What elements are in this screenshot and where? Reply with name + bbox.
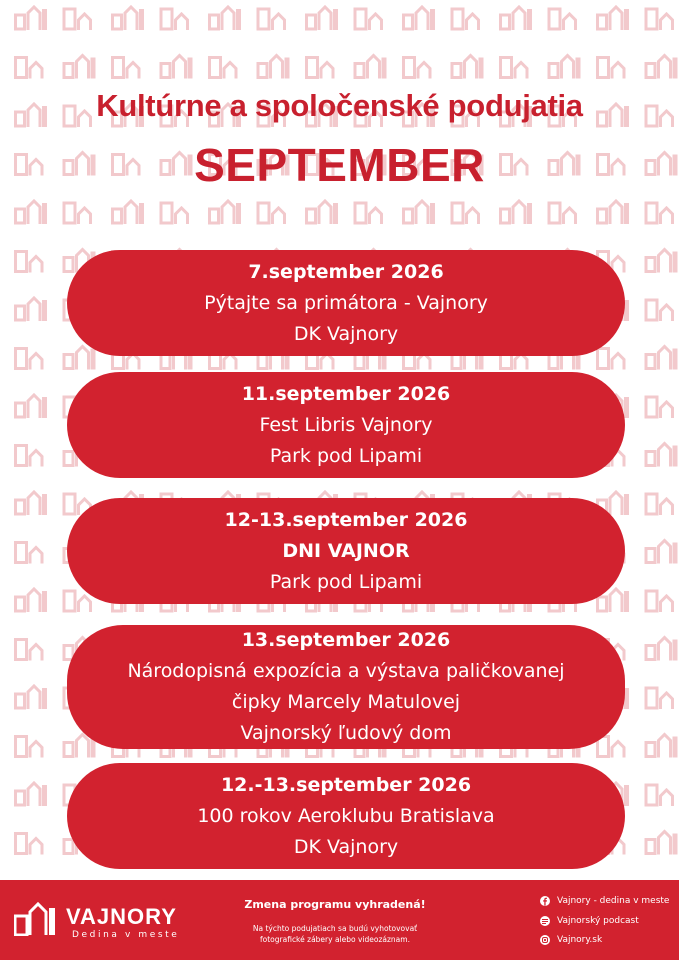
event-title: DNI VAJNOR <box>282 539 410 562</box>
house-pattern-icon <box>16 589 48 612</box>
house-pattern-icon <box>501 201 533 224</box>
house-pattern-icon <box>646 347 678 370</box>
house-pattern-icon <box>210 201 242 224</box>
house-pattern-icon <box>307 58 334 79</box>
house-pattern-icon <box>646 300 673 321</box>
house-pattern-icon <box>646 9 673 30</box>
event-date: 12.-13.september 2026 <box>220 773 472 796</box>
event-venue: DK Vajnory <box>293 322 399 345</box>
event-card <box>67 763 625 869</box>
social-label: Vajnorský podcast <box>557 916 639 926</box>
house-pattern-icon <box>16 492 48 515</box>
house-pattern-icon <box>64 203 91 224</box>
house-pattern-icon <box>598 201 630 224</box>
house-pattern-icon <box>355 56 387 79</box>
event-title: 100 rokov Aeroklubu Bratislava <box>197 804 495 827</box>
event-venue: Vajnorský ľudový dom <box>240 722 452 744</box>
social-link-web[interactable] <box>540 935 602 945</box>
house-pattern-icon <box>646 56 678 79</box>
event-title: Národopisná expozícia a výstava paličkovanej <box>127 660 565 682</box>
social-link-facebook[interactable] <box>540 896 669 906</box>
house-pattern-icon <box>258 9 285 30</box>
house-pattern-icon <box>646 735 678 758</box>
program-change-notice: Zmena programu vyhradená! <box>244 898 426 911</box>
house-pattern-icon <box>549 56 581 79</box>
house-pattern-icon <box>501 7 533 30</box>
event-venue: Park pod Lipami <box>269 444 423 467</box>
house-pattern-icon <box>646 688 673 709</box>
house-pattern-icon <box>598 7 630 30</box>
house-pattern-icon <box>16 349 43 370</box>
house-pattern-icon <box>16 737 43 758</box>
house-pattern-icon <box>598 58 625 79</box>
footer-bar <box>0 880 679 960</box>
house-pattern-icon <box>452 9 479 30</box>
recording-notice-line: fotografické zábery alebo videozáznam. <box>260 935 410 944</box>
house-pattern-icon <box>16 298 48 321</box>
event-card <box>67 250 625 356</box>
event-card <box>67 372 625 478</box>
social-link-podcast[interactable] <box>540 916 639 926</box>
house-pattern-icon <box>16 201 48 224</box>
house-pattern-icon <box>549 9 576 30</box>
house-pattern-icon <box>161 56 193 79</box>
social-label: Vajnory.sk <box>557 935 603 945</box>
house-pattern-icon <box>161 9 188 30</box>
house-pattern-icon <box>16 686 48 709</box>
recording-notice-line: Na týchto podujatiach sa budú vyhotovovať <box>252 924 418 933</box>
event-title: Fest Libris Vajnory <box>259 413 433 436</box>
house-pattern-icon <box>646 832 678 855</box>
page-title: Kultúrne a spoločenské podujatia <box>96 88 583 123</box>
house-pattern-icon <box>598 349 625 370</box>
house-pattern-icon <box>16 7 48 30</box>
house-pattern-icon <box>355 9 382 30</box>
facebook-icon <box>540 896 550 906</box>
web-icon <box>540 935 550 945</box>
house-pattern-icon <box>64 56 96 79</box>
event-venue: Park pod Lipami <box>269 570 423 593</box>
house-pattern-icon <box>404 201 436 224</box>
house-pattern-icon <box>16 834 43 855</box>
house-pattern-icon <box>16 640 43 661</box>
house-pattern-icon <box>355 203 382 224</box>
house-pattern-icon <box>113 58 140 79</box>
event-title-cont: čipky Marcely Matulovej <box>231 691 461 713</box>
house-pattern-icon <box>16 783 48 806</box>
house-pattern-icon <box>646 494 673 515</box>
house-pattern-icon <box>258 203 285 224</box>
house-pattern-icon <box>113 7 145 30</box>
house-pattern-icon <box>307 7 339 30</box>
house-pattern-icon <box>549 203 576 224</box>
brand-tagline: Dedina v meste <box>72 930 180 940</box>
house-pattern-icon <box>16 252 43 273</box>
event-date: 7.september 2026 <box>248 260 444 283</box>
house-pattern-icon <box>646 250 678 273</box>
house-pattern-icon <box>404 7 436 30</box>
event-date: 13.september 2026 <box>241 629 451 651</box>
house-pattern-icon <box>210 58 237 79</box>
house-pattern-icon <box>161 203 188 224</box>
house-pattern-icon <box>258 56 290 79</box>
house-pattern-icon <box>210 7 242 30</box>
event-venue: DK Vajnory <box>293 835 399 858</box>
event-title: Pýtajte sa primátora - Vajnory <box>204 291 488 314</box>
house-pattern-icon <box>646 444 678 467</box>
house-pattern-icon <box>646 541 678 564</box>
podcast-icon <box>540 916 550 926</box>
event-card <box>67 498 625 604</box>
house-pattern-icon <box>452 56 484 79</box>
house-pattern-icon <box>646 785 673 806</box>
house-pattern-icon <box>307 201 339 224</box>
brand-name: VAJNORY <box>66 904 177 929</box>
house-pattern-icon <box>64 591 91 612</box>
house-pattern-icon <box>646 203 673 224</box>
house-pattern-icon <box>501 58 528 79</box>
house-pattern-icon <box>404 58 431 79</box>
house-pattern-icon <box>64 347 96 370</box>
house-pattern-icon <box>113 201 145 224</box>
event-date: 12-13.september 2026 <box>224 508 468 531</box>
house-pattern-icon <box>16 446 43 467</box>
house-pattern-icon <box>646 397 673 418</box>
house-pattern-icon <box>452 203 479 224</box>
vajnory-logo-icon <box>14 902 56 936</box>
house-pattern-icon <box>598 737 625 758</box>
house-pattern-icon <box>16 543 43 564</box>
event-card <box>67 625 625 749</box>
house-pattern-icon <box>646 638 678 661</box>
event-date: 11.september 2026 <box>241 382 451 405</box>
social-label: Vajnory - dedina v meste <box>557 896 670 906</box>
recording-notice <box>230 923 440 945</box>
house-pattern-icon <box>16 395 48 418</box>
house-pattern-icon <box>64 9 91 30</box>
house-pattern-icon <box>646 591 673 612</box>
page-subtitle-month: SEPTEMBER <box>194 139 485 191</box>
house-pattern-icon <box>16 58 43 79</box>
